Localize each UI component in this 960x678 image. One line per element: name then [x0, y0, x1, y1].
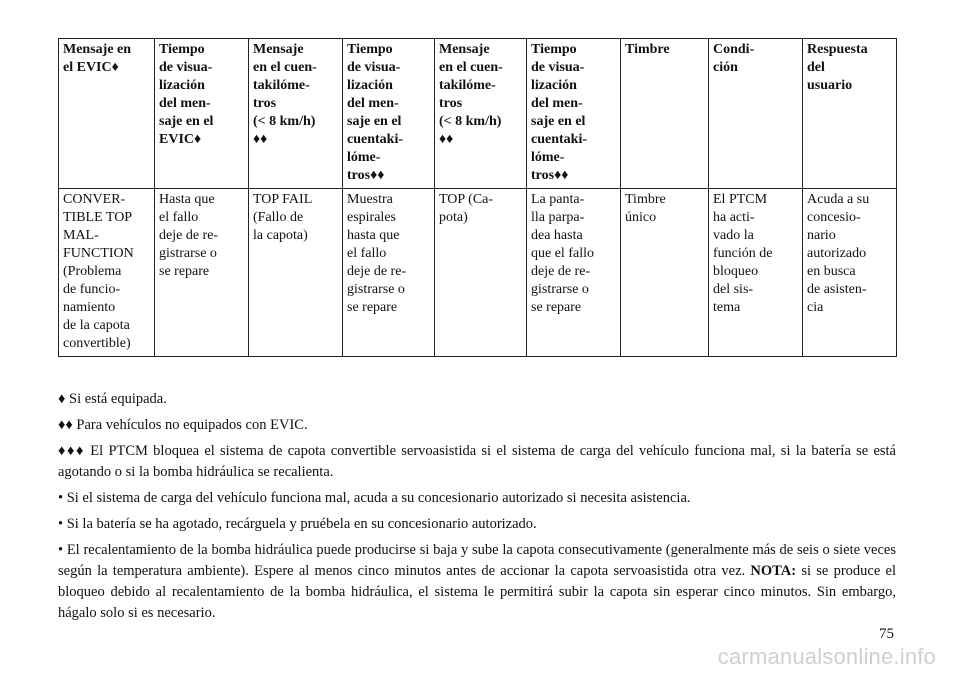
header-cell: Tiempo de visua- lización del men- saje en el EVIC♦	[155, 39, 249, 189]
header-cell: Timbre	[621, 39, 709, 189]
header-cell: Tiempo de visua- lización del men- saje en el cuentaki- lóme- tros♦♦	[527, 39, 621, 189]
header-cell: Mensaje en el cuen- takilóme- tros (< 8 km/h) ♦♦	[435, 39, 527, 189]
table-cell: El PTCM ha acti- vado la función de bloqueo del sis- tema	[709, 189, 803, 357]
bullet-pump-overheat	[58, 540, 896, 624]
table-cell: CONVER- TIBLE TOP MAL- FUNCTION (Problema de funcio- namiento de la capota convertible)	[59, 189, 155, 357]
table-cell: Acuda a su concesio- nario autorizado en busca de asisten- cia	[803, 189, 897, 357]
table-cell: La panta- lla parpa- dea hasta que el fallo deje de re- gistrarse o se repare	[527, 189, 621, 357]
footnote-equipped: ♦ Si está equipada.	[58, 391, 167, 407]
watermark: carmanualsonline.info	[717, 644, 936, 669]
page-number: 75	[879, 626, 894, 642]
table-cell: TOP (Ca- pota)	[435, 189, 527, 357]
bullet-battery: • Si la batería se ha agotado, recárguela y pruébela en su concesionario autorizado.	[58, 516, 537, 532]
footnotes	[58, 389, 896, 629]
note-text: si se produce el bloqueo debido al recalentamiento de la bomba hidráulica, el sistema le permitirá subir la capota sin esperar cinco minutos. Sin embargo, hágalo solo si es necesario.	[58, 563, 897, 621]
table-header-row	[59, 39, 897, 189]
header-cell: Mensaje en el EVIC♦	[59, 39, 155, 189]
header-cell: Condi- ción	[709, 39, 803, 189]
table-row	[59, 189, 897, 357]
footnote-ptcm: ♦♦♦ El PTCM bloquea el sistema de capota convertible servoasistida si el sistema de carga del vehículo funciona mal, si la batería se está agotando o si la bomba hidráulica se recalienta.	[58, 443, 896, 480]
table-cell: TOP FAIL (Fallo de la capota)	[249, 189, 343, 357]
bullet-pump-text: • El recalentamiento de la bomba hidráulica puede producirse si baja y sube la capota consecutivamente (generalmente más de seis o siete veces según la temperatura ambiente). Espere al menos cinco minutos antes de accionar la capota servoasistida otra vez.	[58, 542, 896, 579]
bullet-charging-system: • Si el sistema de carga del vehículo funciona mal, acuda a su concesionario autorizado si necesita asistencia.	[58, 490, 691, 506]
footnote-no-evic: ♦♦ Para vehículos no equipados con EVIC.	[58, 417, 308, 433]
message-table	[58, 38, 897, 357]
header-cell: Tiempo de visua- lización del men- saje en el cuentaki- lóme- tros♦♦	[343, 39, 435, 189]
table-cell: Muestra espirales hasta que el fallo deje de re- gistrarse o se repare	[343, 189, 435, 357]
header-cell: Respuesta del usuario	[803, 39, 897, 189]
table-cell: Timbre único	[621, 189, 709, 357]
note-label: NOTA:	[750, 563, 797, 579]
header-cell: Mensaje en el cuen- takilóme- tros (< 8 km/h) ♦♦	[249, 39, 343, 189]
table-cell: Hasta que el fallo deje de re- gistrarse o se repare	[155, 189, 249, 357]
